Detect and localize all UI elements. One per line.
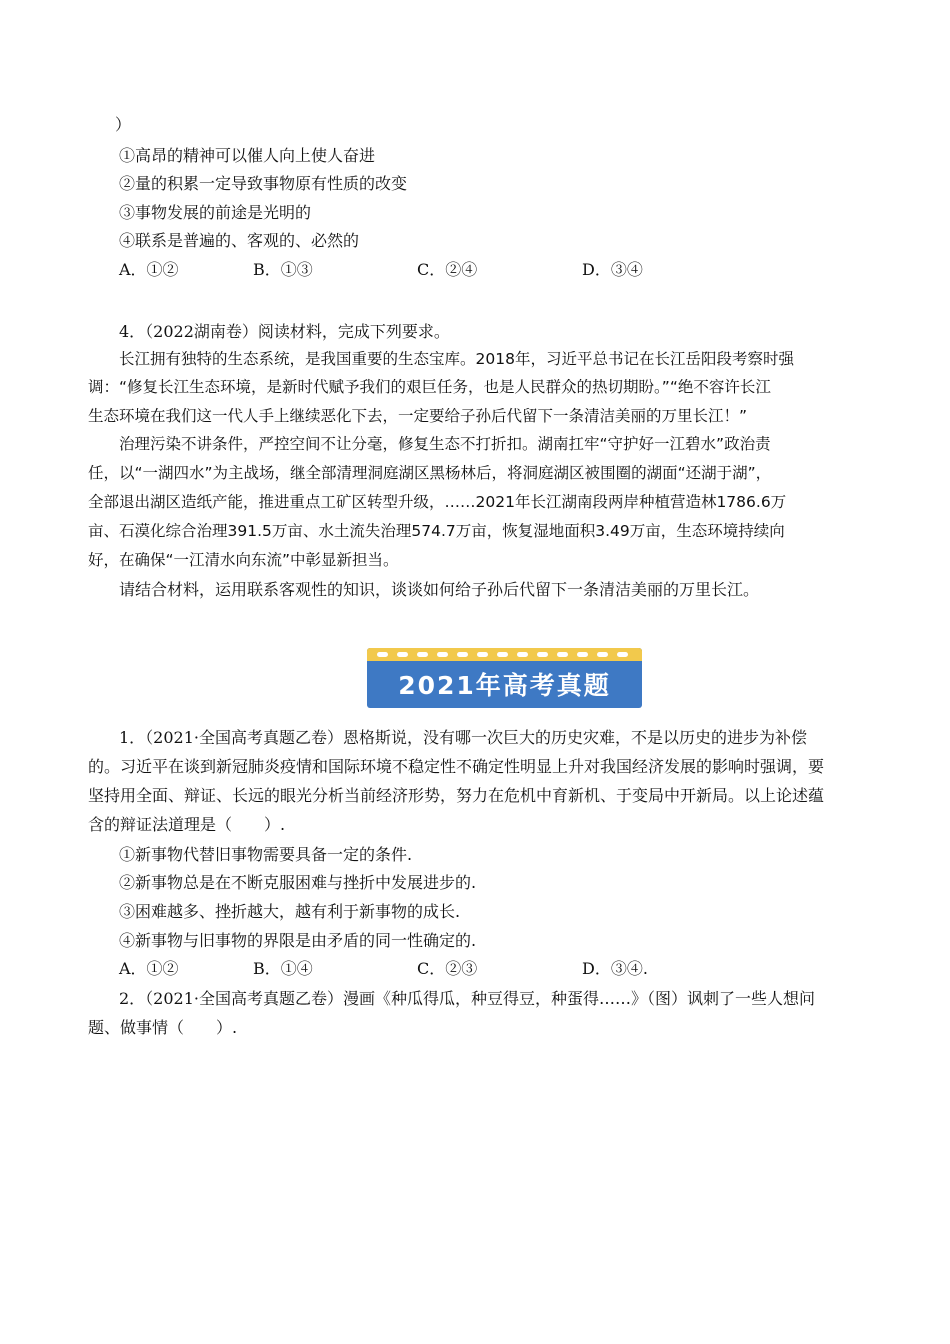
banner-dot-icon xyxy=(477,652,488,657)
q3-item-3: ③事物发展的前途是光明的 xyxy=(119,203,312,222)
q2021-1-line-1: 1．（2021·全国高考真题乙卷）恩格斯说，没有哪一次巨大的历史灾难，不是以历史的进步为补偿 xyxy=(119,728,807,747)
q4-para2-line-1: 治理污染不讲条件，严控空间不让分毫，修复生态不打折扣。湖南扛牢“守护好一江碧水”政治责 xyxy=(119,435,771,453)
q2021-1-line-4: 含的辩证法道理是（ ）. xyxy=(88,815,286,834)
q2021-1-item-4: ④新事物与旧事物的界限是由矛盾的同一性确定的. xyxy=(119,931,477,950)
q4-task: 请结合材料，运用联系客观性的知识，谈谈如何给子孙后代留下一条清洁美丽的万里长江。 xyxy=(119,580,760,599)
paren-close: ） xyxy=(115,115,132,134)
q3-option-c: C．②④ xyxy=(417,260,478,279)
q4-para2-line-4: 亩、石漠化综合治理391.5万亩、水土流失治理574.7万亩，恢复湿地面积3.49万亩，生态环境持续向 xyxy=(88,522,785,540)
q2021-1-item-1: ①新事物代替旧事物需要具备一定的条件. xyxy=(119,845,413,864)
q4-para2-line-3: 全部退出湖区造纸产能，推进重点工矿区转型升级，……2021年长江湖南段两岸种植营造林1786.6万 xyxy=(88,493,787,511)
q3-item-4: ④联系是普遍的、客观的、必然的 xyxy=(119,231,360,250)
banner-dot-icon xyxy=(457,652,468,657)
q2021-2-line-1: 2．（2021·全国高考真题乙卷）漫画《种瓜得瓜，种豆得豆，种蛋得……》（图）讽刺了一些人想问 xyxy=(119,989,815,1008)
q4-para1-line-3: 生态环境在我们这一代人手上继续恶化下去，一定要给子孙后代留下一条清洁美丽的万里长江！” xyxy=(88,407,748,425)
q2021-1-item-2: ②新事物总是在不断克服困难与挫折中发展进步的. xyxy=(119,873,477,892)
q3-item-2: ②量的积累一定导致事物原有性质的改变 xyxy=(119,174,408,193)
section-banner xyxy=(367,648,642,708)
banner-dot-icon xyxy=(377,652,388,657)
q4-header: 4．（2022湖南卷）阅读材料，完成下列要求。 xyxy=(119,322,450,341)
q2021-1-line-3: 坚持用全面、辩证、长远的眼光分析当前经济形势，努力在危机中育新机、于变局中开新局。以上论述蕴 xyxy=(88,786,825,805)
q4-para1-line-2: 调：“修复长江生态环境，是新时代赋予我们的艰巨任务，也是人民群众的热切期盼。”“绝不容许长江 xyxy=(88,378,771,396)
banner-dot-icon xyxy=(517,652,528,657)
banner-dot-icon xyxy=(497,652,508,657)
q2021-1-item-3: ③困难越多、挫折越大，越有利于新事物的成长. xyxy=(119,902,461,921)
banner-dot-icon xyxy=(417,652,428,657)
q4-para2-line-5: 好，在确保“一江清水向东流”中彰显新担当。 xyxy=(88,551,399,569)
banner-dot-icon xyxy=(397,652,408,657)
q2021-1-option-c: C．②③ xyxy=(417,959,478,978)
banner-top-strip xyxy=(367,648,642,661)
banner-dot-icon xyxy=(437,652,448,657)
q4-para1-line-1: 长江拥有独特的生态系统，是我国重要的生态宝库。2018年，习近平总书记在长江岳阳段考察时强 xyxy=(119,350,794,368)
q3-option-a: A．①② xyxy=(119,260,179,279)
q3-option-d: D．③④ xyxy=(582,260,643,279)
banner-dot-icon xyxy=(577,652,588,657)
q3-item-1: ①高昂的精神可以催人向上使人奋进 xyxy=(119,146,376,165)
banner-dot-icon xyxy=(537,652,548,657)
q4-para2-line-2: 任，以“一湖四水”为主战场，继全部清理洞庭湖区黑杨林后，将洞庭湖区被围圈的湖面“还湖于湖”， xyxy=(88,464,772,482)
banner-dot-icon xyxy=(597,652,608,657)
q2021-1-line-2: 的。习近平在谈到新冠肺炎疫情和国际环境不稳定性不确定性明显上升对我国经济发展的影响时强调，要 xyxy=(88,757,825,776)
q2021-2-line-2: 题、做事情（ ）. xyxy=(88,1018,238,1037)
banner-dot-icon xyxy=(557,652,568,657)
q2021-1-option-b: B．①④ xyxy=(253,959,313,978)
banner-dot-icon xyxy=(617,652,628,657)
q2021-1-option-d: D．③④. xyxy=(582,959,648,978)
q3-option-b: B．①③ xyxy=(253,260,313,279)
q2021-1-option-a: A．①② xyxy=(119,959,179,978)
banner-title: 2021年高考真题 xyxy=(398,671,611,700)
